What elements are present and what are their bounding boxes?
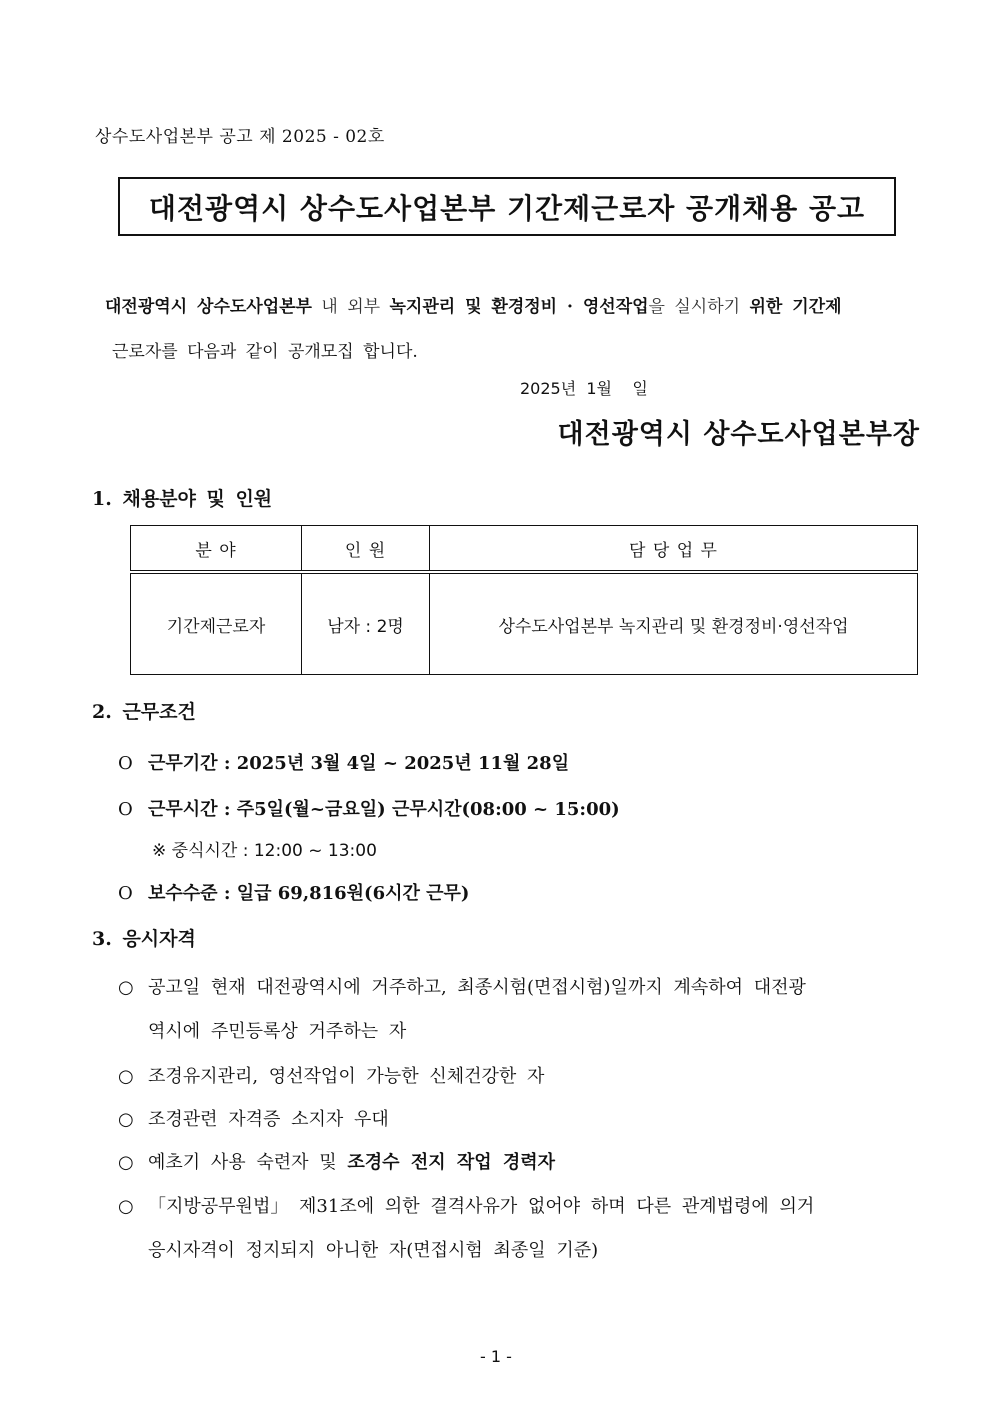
table-row xyxy=(131,572,918,675)
announcement-date: 2025년 1월 일 xyxy=(520,379,648,398)
recruitment-table xyxy=(130,525,918,675)
lunch-note: ※ 중식시간 : 12:00 ~ 13:00 xyxy=(152,841,377,861)
intro-line-2: 근로자를 다음과 같이 공개모집 합니다. xyxy=(112,342,418,362)
condition-text: 근무기간 : 2025년 3월 4일 ~ 2025년 11월 28일 xyxy=(148,753,570,774)
intro-part-2: 내 외부 xyxy=(311,297,390,317)
notice-number: 상수도사업본부 공고 제 2025 - 02호 xyxy=(95,127,385,147)
table-header-headcount: 인 원 xyxy=(302,526,430,573)
table-header-field: 분 야 xyxy=(131,526,302,573)
condition-text: 근무시간 : 주5일(월~금요일) 근무시간(08:00 ~ 15:00) xyxy=(148,799,620,820)
qualification-text-bold: 조경수 전지 작업 경력자 xyxy=(347,1152,556,1173)
condition-item xyxy=(118,749,569,775)
qualification-text: 예초기 사용 숙련자 및 xyxy=(148,1152,348,1173)
qualification-item xyxy=(118,1105,389,1131)
qualification-text: 조경관련 자격증 소지자 우대 xyxy=(148,1109,389,1130)
intro-part-1: 대전광역시 상수도사업본부 xyxy=(105,297,312,317)
section-3-heading: 3. 응시자격 xyxy=(92,928,196,950)
bullet-icon: ○ xyxy=(118,1152,134,1173)
cell-field: 기간제근로자 xyxy=(131,572,302,675)
table-header-duties: 담 당 업 무 xyxy=(430,526,918,573)
bullet-icon: ○ xyxy=(118,1109,134,1130)
qualification-continuation: 역시에 주민등록상 거주하는 자 xyxy=(148,1021,407,1042)
condition-item xyxy=(118,879,469,905)
bullet-icon: ○ xyxy=(118,1196,134,1217)
cell-headcount: 남자 : 2명 xyxy=(302,572,430,675)
qualification-text: 조경유지관리, 영선작업이 가능한 신체건강한 자 xyxy=(148,1066,545,1087)
intro-part-3: 녹지관리 및 환경정비 · 영선작업 xyxy=(389,297,649,317)
qualification-item xyxy=(118,1148,555,1174)
document-title: 대전광역시 상수도사업본부 기간제근로자 공개채용 공고 xyxy=(148,191,866,225)
bullet-icon: O xyxy=(118,753,133,774)
qualification-item xyxy=(118,973,806,999)
cell-duties: 상수도사업본부 녹지관리 및 환경정비·영선작업 xyxy=(430,572,918,675)
intro-part-5: 위한 기간제 xyxy=(749,297,842,317)
qualification-item xyxy=(118,1062,544,1088)
condition-text: 보수수준 : 일급 69,816원(6시간 근무) xyxy=(148,883,470,904)
qualification-text: 「지방공무원법」 제31조에 의한 결격사유가 없어야 하며 다른 관계법령에 의거 xyxy=(148,1196,815,1217)
title-box xyxy=(118,177,896,236)
page-number: - 1 - xyxy=(480,1347,512,1366)
intro-line-1 xyxy=(105,292,842,317)
bullet-icon: O xyxy=(118,799,133,820)
section-2-heading: 2. 근무조건 xyxy=(92,701,196,723)
bullet-icon: ○ xyxy=(118,977,134,998)
bullet-icon: ○ xyxy=(118,1066,134,1087)
bullet-icon: O xyxy=(118,883,133,904)
qualification-text: 공고일 현재 대전광역시에 거주하고, 최종시험(면접시험)일까지 계속하여 대전광 xyxy=(148,977,806,998)
section-1-heading: 1. 채용분야 및 인원 xyxy=(92,488,273,510)
condition-item xyxy=(118,795,620,821)
qualification-continuation: 응시자격이 정지되지 아니한 자(면접시험 최종일 기준) xyxy=(148,1240,599,1261)
intro-part-4: 을 실시하기 xyxy=(648,297,750,317)
qualification-item xyxy=(118,1192,814,1218)
signer: 대전광역시 상수도사업본부장 xyxy=(557,419,920,450)
